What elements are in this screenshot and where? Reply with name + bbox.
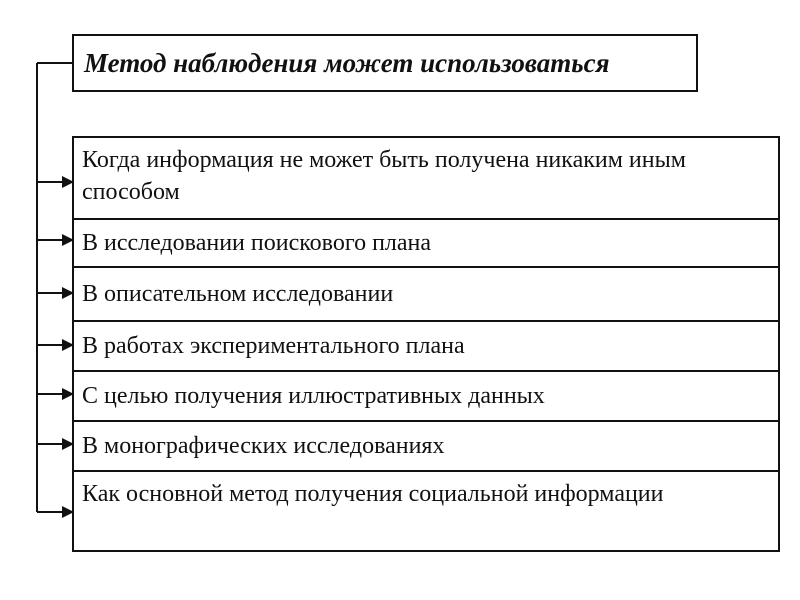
diagram-title: Метод наблюдения может использоваться (84, 47, 610, 78)
diagram-title-box (72, 34, 698, 92)
usage-item-4-label: В работах экспериментального плана (82, 333, 465, 359)
usage-item-7 (74, 472, 778, 554)
usage-item-6-label: В монографических исследованиях (82, 433, 445, 459)
usage-item-3-label: В описательном исследовании (82, 281, 394, 307)
usage-item-5 (74, 372, 778, 422)
usage-item-1-label: Когда информация не может быть получена никаким иным способом (82, 147, 686, 205)
usage-item-2 (74, 220, 778, 268)
usage-item-3 (74, 268, 778, 322)
usage-item-5-label: С целью получения иллюстративных данных (82, 383, 545, 409)
usage-item-7-label: Как основной метод получения социальной информации (82, 481, 664, 507)
usage-item-2-label: В исследовании поискового плана (82, 230, 432, 256)
usage-item-4 (74, 322, 778, 372)
usage-item-6 (74, 422, 778, 472)
usage-list (72, 136, 780, 552)
usage-item-1 (74, 138, 778, 220)
